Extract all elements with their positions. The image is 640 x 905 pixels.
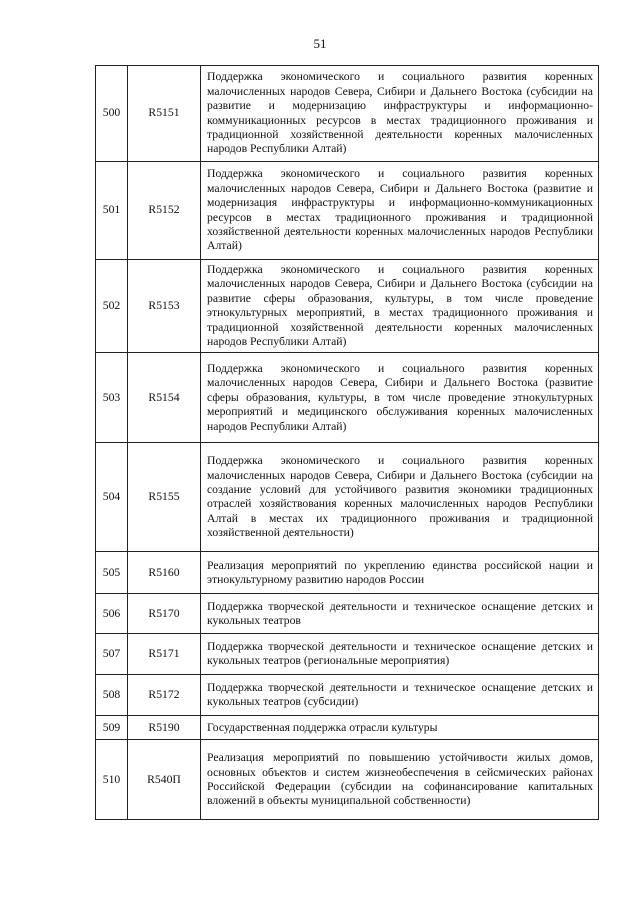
row-number: 503 [96,353,128,443]
row-description: Поддержка творческой деятельности и техническое оснащение детских и кукольных театров [201,594,599,634]
table-row [96,740,599,820]
budget-code: R5154 [128,353,201,443]
budget-code: R540П [128,740,201,820]
table-row [96,443,599,552]
budget-code: R5160 [128,552,201,594]
row-description: Поддержка экономического и социального развития коренных малочисленных народов Севера, Сибири и Дальнего Востока (субсидии на создание условий для устойчивого развития экономики традиционных отраслей хозяйствования коренных малочисленных народов Республики Алтай в местах их традиционного проживания и традиционной хозяйственной деятельности) [201,443,599,552]
row-number: 504 [96,443,128,552]
budget-code: R5171 [128,634,201,675]
row-number: 500 [96,66,128,162]
row-number: 508 [96,675,128,716]
row-description: Реализация мероприятий по повышению устойчивости жилых домов, основных объектов и систем жизнеобеспечения в сейсмических районах Российской Федерации (субсидии на софинансирование капитальных вложений в объекты муниципальной собственности) [201,740,599,820]
row-number: 502 [96,260,128,353]
row-description: Государственная поддержка отрасли культуры [201,716,599,740]
table-row [96,260,599,353]
table-row [96,552,599,594]
table-row [96,634,599,675]
budget-code: R5155 [128,443,201,552]
table-row [96,66,599,162]
row-description: Поддержка творческой деятельности и техническое оснащение детских и кукольных театров (субсидии) [201,675,599,716]
row-number: 505 [96,552,128,594]
row-number: 507 [96,634,128,675]
table-row [96,353,599,443]
budget-code: R5172 [128,675,201,716]
budget-codes-table [95,65,599,820]
budget-code: R5151 [128,66,201,162]
budget-code: R5170 [128,594,201,634]
row-description: Реализация мероприятий по укреплению единства российской нации и этнокультурному развитию народов России [201,552,599,594]
row-number: 501 [96,162,128,260]
budget-code: R5152 [128,162,201,260]
budget-code: R5153 [128,260,201,353]
row-description: Поддержка творческой деятельности и техническое оснащение детских и кукольных театров (региональные мероприятия) [201,634,599,675]
table-row [96,716,599,740]
row-description: Поддержка экономического и социального развития коренных малочисленных народов Севера, Сибири и Дальнего Востока (развитие и модернизация инфраструктуры и информационно-коммуникационных ресурсов в местах традиционного проживания и традиционной хозяйственной деятельности коренных малочисленных народов Республики Алтай) [201,162,599,260]
row-number: 506 [96,594,128,634]
row-description: Поддержка экономического и социального развития коренных малочисленных народов Севера, Сибири и Дальнего Востока (субсидии на развитие и модернизацию инфраструктуры и информационно-коммуникационных ресурсов в местах традиционного проживания и традиционной хозяйственной деятельности коренных малочисленных народов Республики Алтай) [201,66,599,162]
table-row [96,675,599,716]
budget-code: R5190 [128,716,201,740]
row-number: 509 [96,716,128,740]
row-number: 510 [96,740,128,820]
table-row [96,162,599,260]
table-row [96,594,599,634]
row-description: Поддержка экономического и социального развития коренных малочисленных народов Севера, Сибири и Дальнего Востока (развитие сферы образования, культуры, в том числе проведение этнокультурных мероприятий и медицинского обслуживания коренных малочисленных народов Республики Алтай) [201,353,599,443]
row-description: Поддержка экономического и социального развития коренных малочисленных народов Севера, Сибири и Дальнего Востока (субсидии на развитие сферы образования, культуры, в том числе проведение этнокультурных мероприятий, в местах традиционного проживания и традиционной хозяйственной деятельности коренных малочисленных народов Республики Алтай) [201,260,599,353]
page-number: 51 [313,36,327,51]
